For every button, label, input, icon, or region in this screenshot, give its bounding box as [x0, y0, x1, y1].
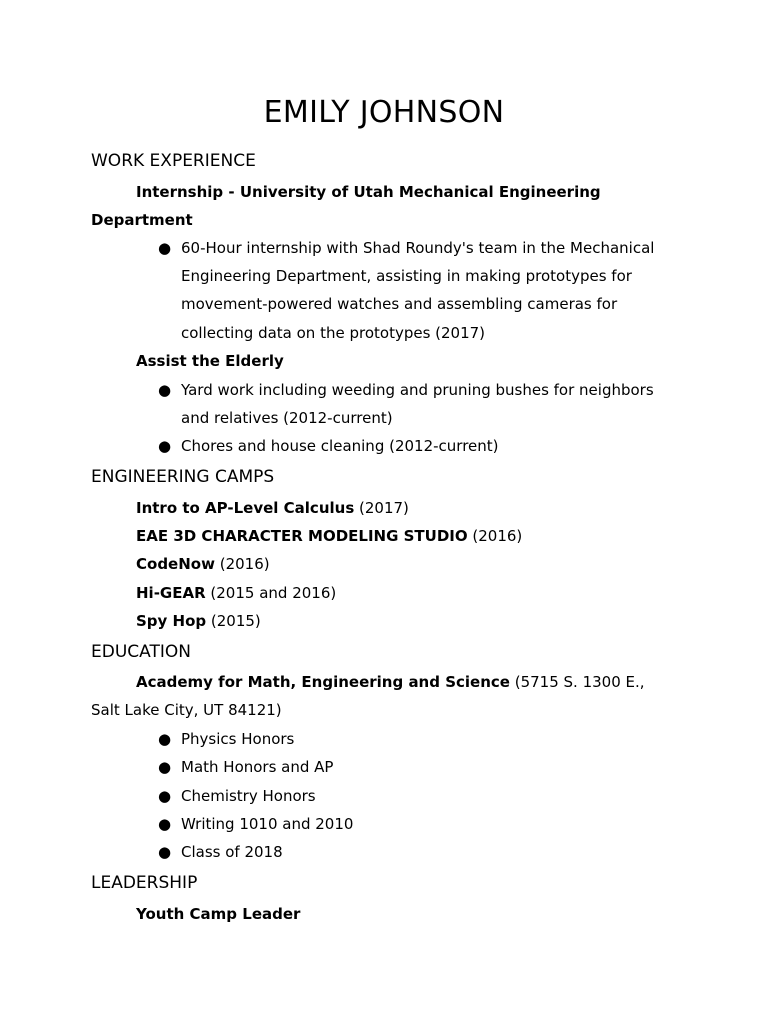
assist-elderly-title: Assist the Elderly: [136, 352, 284, 370]
camp-name: Intro to AP-Level Calculus: [136, 499, 355, 517]
internship-detail-line: Engineering Department, assisting in making prototypes for: [181, 267, 632, 285]
bullet-icon: ●: [158, 787, 172, 805]
camp-item: [136, 582, 336, 604]
bullet-icon: ●: [158, 239, 172, 257]
course-item: Class of 2018: [181, 843, 283, 861]
bullet-icon: ●: [158, 843, 172, 861]
course-item: Physics Honors: [181, 730, 295, 748]
bullet-icon: ●: [158, 758, 172, 776]
camp-name: Hi-GEAR: [136, 584, 206, 602]
course-item: Writing 1010 and 2010: [181, 815, 354, 833]
camp-year: (2017): [354, 499, 409, 517]
leadership-role: Youth Camp Leader: [136, 905, 301, 923]
camp-year: (2015): [206, 612, 261, 630]
section-heading-engineering-camps: ENGINEERING CAMPS: [91, 467, 275, 487]
assist-detail-line: and relatives (2012-current): [181, 409, 393, 427]
camp-name: Spy Hop: [136, 612, 207, 630]
resume-name: EMILY JOHNSON: [263, 95, 505, 130]
assist-detail-line: Chores and house cleaning (2012-current): [181, 437, 499, 455]
internship-title: Internship - University of Utah Mechanical Engineering: [136, 183, 601, 201]
school-name: Academy for Math, Engineering and Science: [136, 673, 510, 691]
course-item: Chemistry Honors: [181, 787, 316, 805]
camp-item: [136, 525, 522, 547]
bullet-icon: ●: [158, 815, 172, 833]
camp-year: (2015 and 2016): [205, 584, 337, 602]
school-line: [136, 671, 645, 693]
internship-detail-line: collecting data on the prototypes (2017): [181, 324, 486, 342]
section-heading-education: EDUCATION: [91, 642, 191, 662]
bullet-icon: ●: [158, 381, 172, 399]
camp-item: [136, 553, 270, 575]
internship-detail-line: 60-Hour internship with Shad Roundy's team in the Mechanical: [181, 239, 655, 257]
internship-title-continued: Department: [91, 211, 193, 229]
bullet-icon: ●: [158, 437, 172, 455]
camp-year: (2016): [214, 555, 270, 573]
school-address: (5715 S. 1300 E.,: [509, 673, 645, 691]
internship-detail-line: movement-powered watches and assembling cameras for: [181, 295, 618, 313]
camp-name: EAE 3D CHARACTER MODELING STUDIO: [136, 527, 468, 545]
camp-item: [136, 610, 261, 632]
course-item: Math Honors and AP: [181, 758, 334, 776]
school-address-continued: Salt Lake City, UT 84121): [91, 701, 282, 719]
assist-detail-line: Yard work including weeding and pruning bushes for neighbors: [181, 381, 654, 399]
section-heading-work-experience: WORK EXPERIENCE: [91, 151, 256, 171]
camp-name: CodeNow: [136, 555, 215, 573]
bullet-icon: ●: [158, 730, 172, 748]
section-heading-leadership: LEADERSHIP: [91, 873, 198, 893]
camp-year: (2016): [467, 527, 523, 545]
camp-item: [136, 497, 409, 519]
